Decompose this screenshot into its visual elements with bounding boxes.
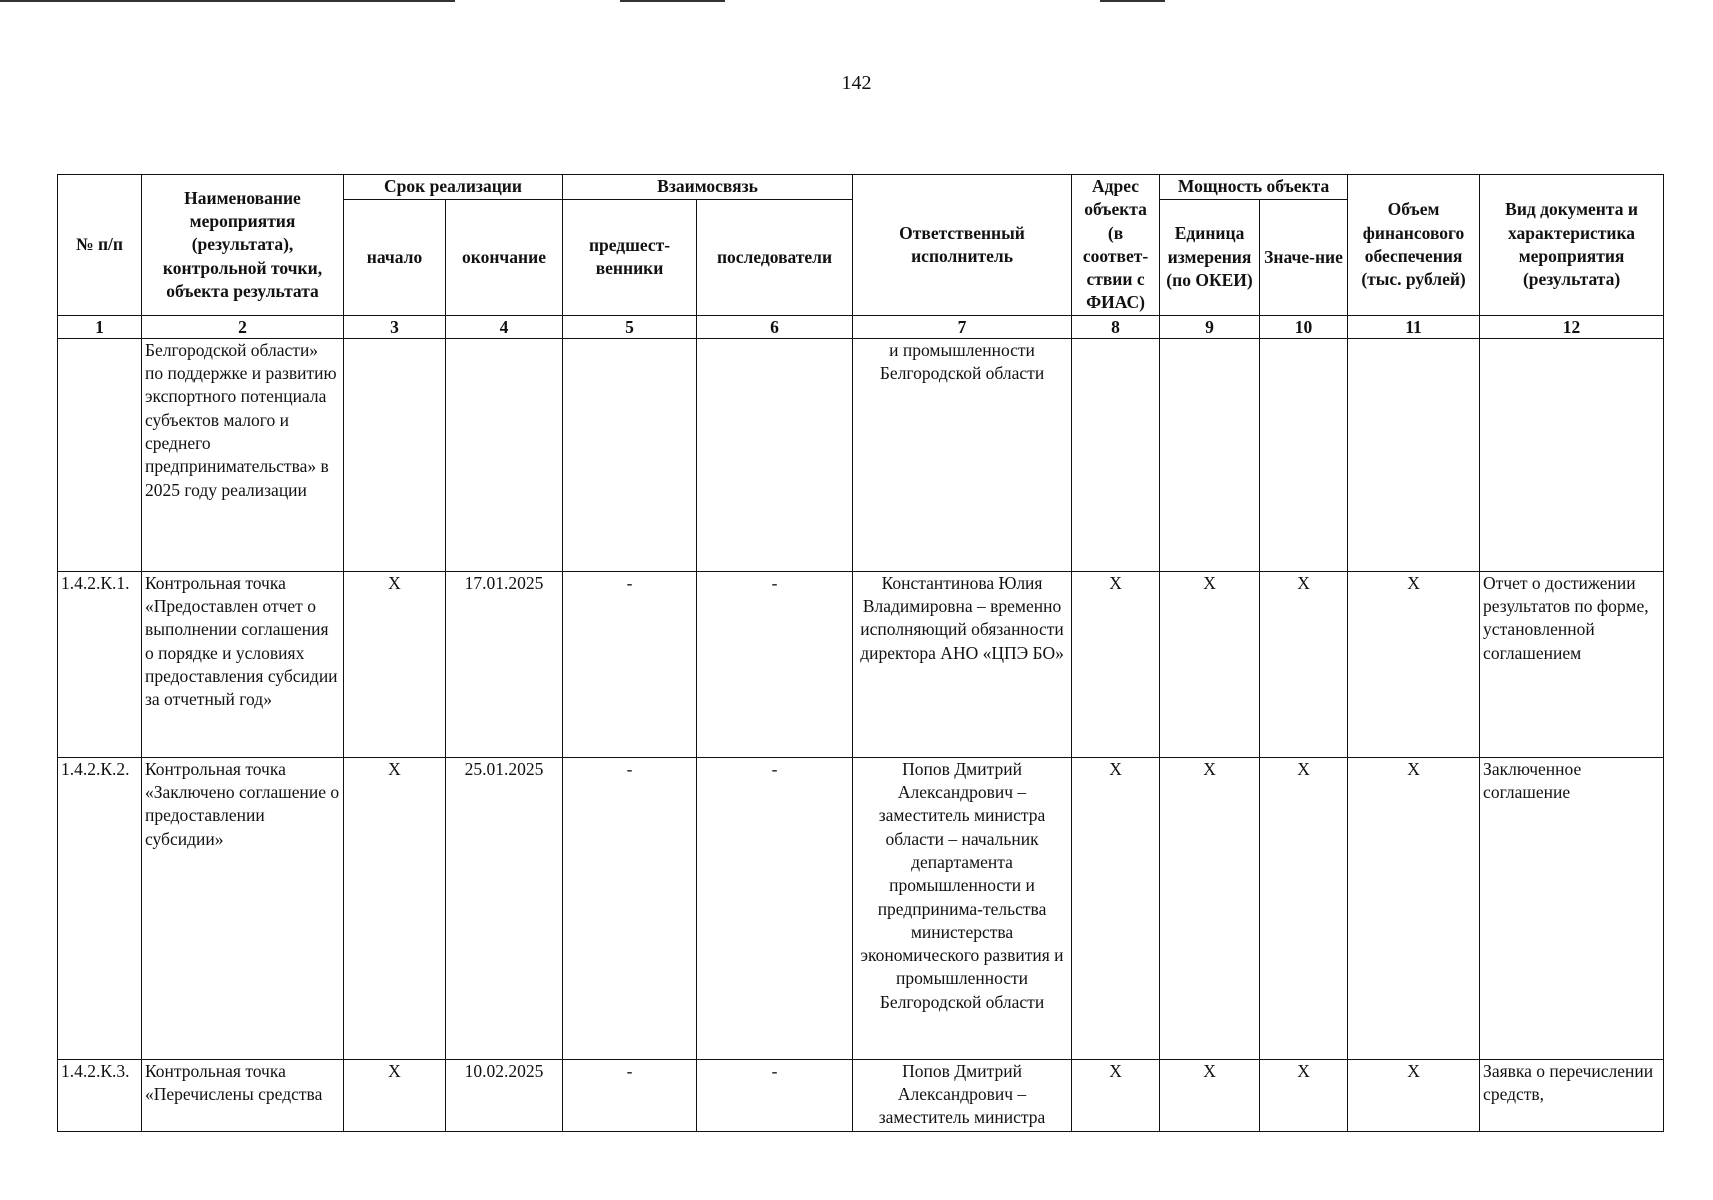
row-value: X (1260, 757, 1348, 1059)
header-address: Адрес объекта (в соответ-ствии с ФИАС) (1072, 175, 1160, 316)
header-power-group: Мощность объекта (1160, 175, 1348, 200)
row-start: X (344, 571, 446, 757)
row-predecessors (563, 338, 697, 571)
row-document: Отчет о достижении результатов по форме, установленной соглашением (1480, 571, 1664, 757)
column-number: 11 (1348, 315, 1480, 338)
row-num (58, 338, 142, 571)
scan-edge-line (1100, 0, 1165, 2)
row-value: X (1260, 571, 1348, 757)
scan-edge-line (0, 0, 455, 2)
row-document: Заключенное соглашение (1480, 757, 1664, 1059)
row-num: 1.4.2.К.1. (58, 571, 142, 757)
header-predecessors: предшест-венники (563, 199, 697, 315)
column-number: 1 (58, 315, 142, 338)
row-start: X (344, 1059, 446, 1131)
row-document: Заявка о перечислении средств, (1480, 1059, 1664, 1131)
row-successors: - (697, 571, 853, 757)
header-financing: Объем финансового обеспечения (тыс. рублей) (1348, 175, 1480, 316)
row-address: X (1072, 757, 1160, 1059)
header-term-group: Срок реализации (344, 175, 563, 200)
row-end (446, 338, 563, 571)
row-address (1072, 338, 1160, 571)
table-row (58, 1059, 1664, 1131)
row-financing: X (1348, 1059, 1480, 1131)
row-financing: X (1348, 571, 1480, 757)
row-name: Белгородской области» по поддержке и развитию экспортного потенциала субъектов малого и среднего предпринимательства» в 2025 году реализации (142, 338, 344, 571)
header-document: Вид документа и характеристика мероприятия (результата) (1480, 175, 1664, 316)
table-row (58, 571, 1664, 757)
row-successors: - (697, 757, 853, 1059)
header-responsible: Ответственный исполнитель (853, 175, 1072, 316)
row-responsible: и промышленности Белгородской области (853, 338, 1072, 571)
row-predecessors: - (563, 757, 697, 1059)
row-successors: - (697, 1059, 853, 1131)
table-row (58, 338, 1664, 571)
row-predecessors: - (563, 1059, 697, 1131)
row-name: Контрольная точка «Заключено соглашение о предоставлении субсидии» (142, 757, 344, 1059)
header-unit: Единица измерения (по ОКЕИ) (1160, 199, 1260, 315)
row-end: 17.01.2025 (446, 571, 563, 757)
row-num: 1.4.2.К.2. (58, 757, 142, 1059)
column-number: 3 (344, 315, 446, 338)
header-end: окончание (446, 199, 563, 315)
row-name: Контрольная точка «Предоставлен отчет о выполнении соглашения о порядке и условиях предоставления субсидии за отчетный год» (142, 571, 344, 757)
column-number: 10 (1260, 315, 1348, 338)
row-end: 25.01.2025 (446, 757, 563, 1059)
page-number: 142 (841, 72, 872, 94)
schedule-table (57, 174, 1664, 1132)
row-document (1480, 338, 1664, 571)
row-start: X (344, 757, 446, 1059)
row-num: 1.4.2.К.3. (58, 1059, 142, 1131)
row-responsible: Константинова Юлия Владимировна – временно исполняющий обязанности директора АНО «ЦПЭ БО» (853, 571, 1072, 757)
row-address: X (1072, 1059, 1160, 1131)
column-number: 6 (697, 315, 853, 338)
header-link-group: Взаимосвязь (563, 175, 853, 200)
row-value (1260, 338, 1348, 571)
scan-edge-line (620, 0, 725, 2)
row-successors (697, 338, 853, 571)
column-number: 8 (1072, 315, 1160, 338)
header-name: Наименование мероприятия (результата), контрольной точки, объекта результата (142, 175, 344, 316)
row-predecessors: - (563, 571, 697, 757)
table-row (58, 757, 1664, 1059)
column-number: 9 (1160, 315, 1260, 338)
row-start (344, 338, 446, 571)
column-number: 4 (446, 315, 563, 338)
row-name: Контрольная точка «Перечислены средства (142, 1059, 344, 1131)
row-unit: X (1160, 757, 1260, 1059)
row-address: X (1072, 571, 1160, 757)
header-successors: последователи (697, 199, 853, 315)
row-responsible: Попов Дмитрий Александрович – заместитель министра области – начальник департамента промышленности и предпринима-тельства министерства экономического развития и промышленности Белгородской области (853, 757, 1072, 1059)
row-unit (1160, 338, 1260, 571)
row-financing: X (1348, 757, 1480, 1059)
header-start: начало (344, 199, 446, 315)
header-num: № п/п (58, 175, 142, 316)
row-financing (1348, 338, 1480, 571)
column-number: 12 (1480, 315, 1664, 338)
column-number: 5 (563, 315, 697, 338)
row-unit: X (1160, 571, 1260, 757)
row-end: 10.02.2025 (446, 1059, 563, 1131)
column-number: 7 (853, 315, 1072, 338)
header-value: Значе-ние (1260, 199, 1348, 315)
row-value: X (1260, 1059, 1348, 1131)
row-unit: X (1160, 1059, 1260, 1131)
row-responsible: Попов Дмитрий Александрович – заместитель министра (853, 1059, 1072, 1131)
column-number: 2 (142, 315, 344, 338)
